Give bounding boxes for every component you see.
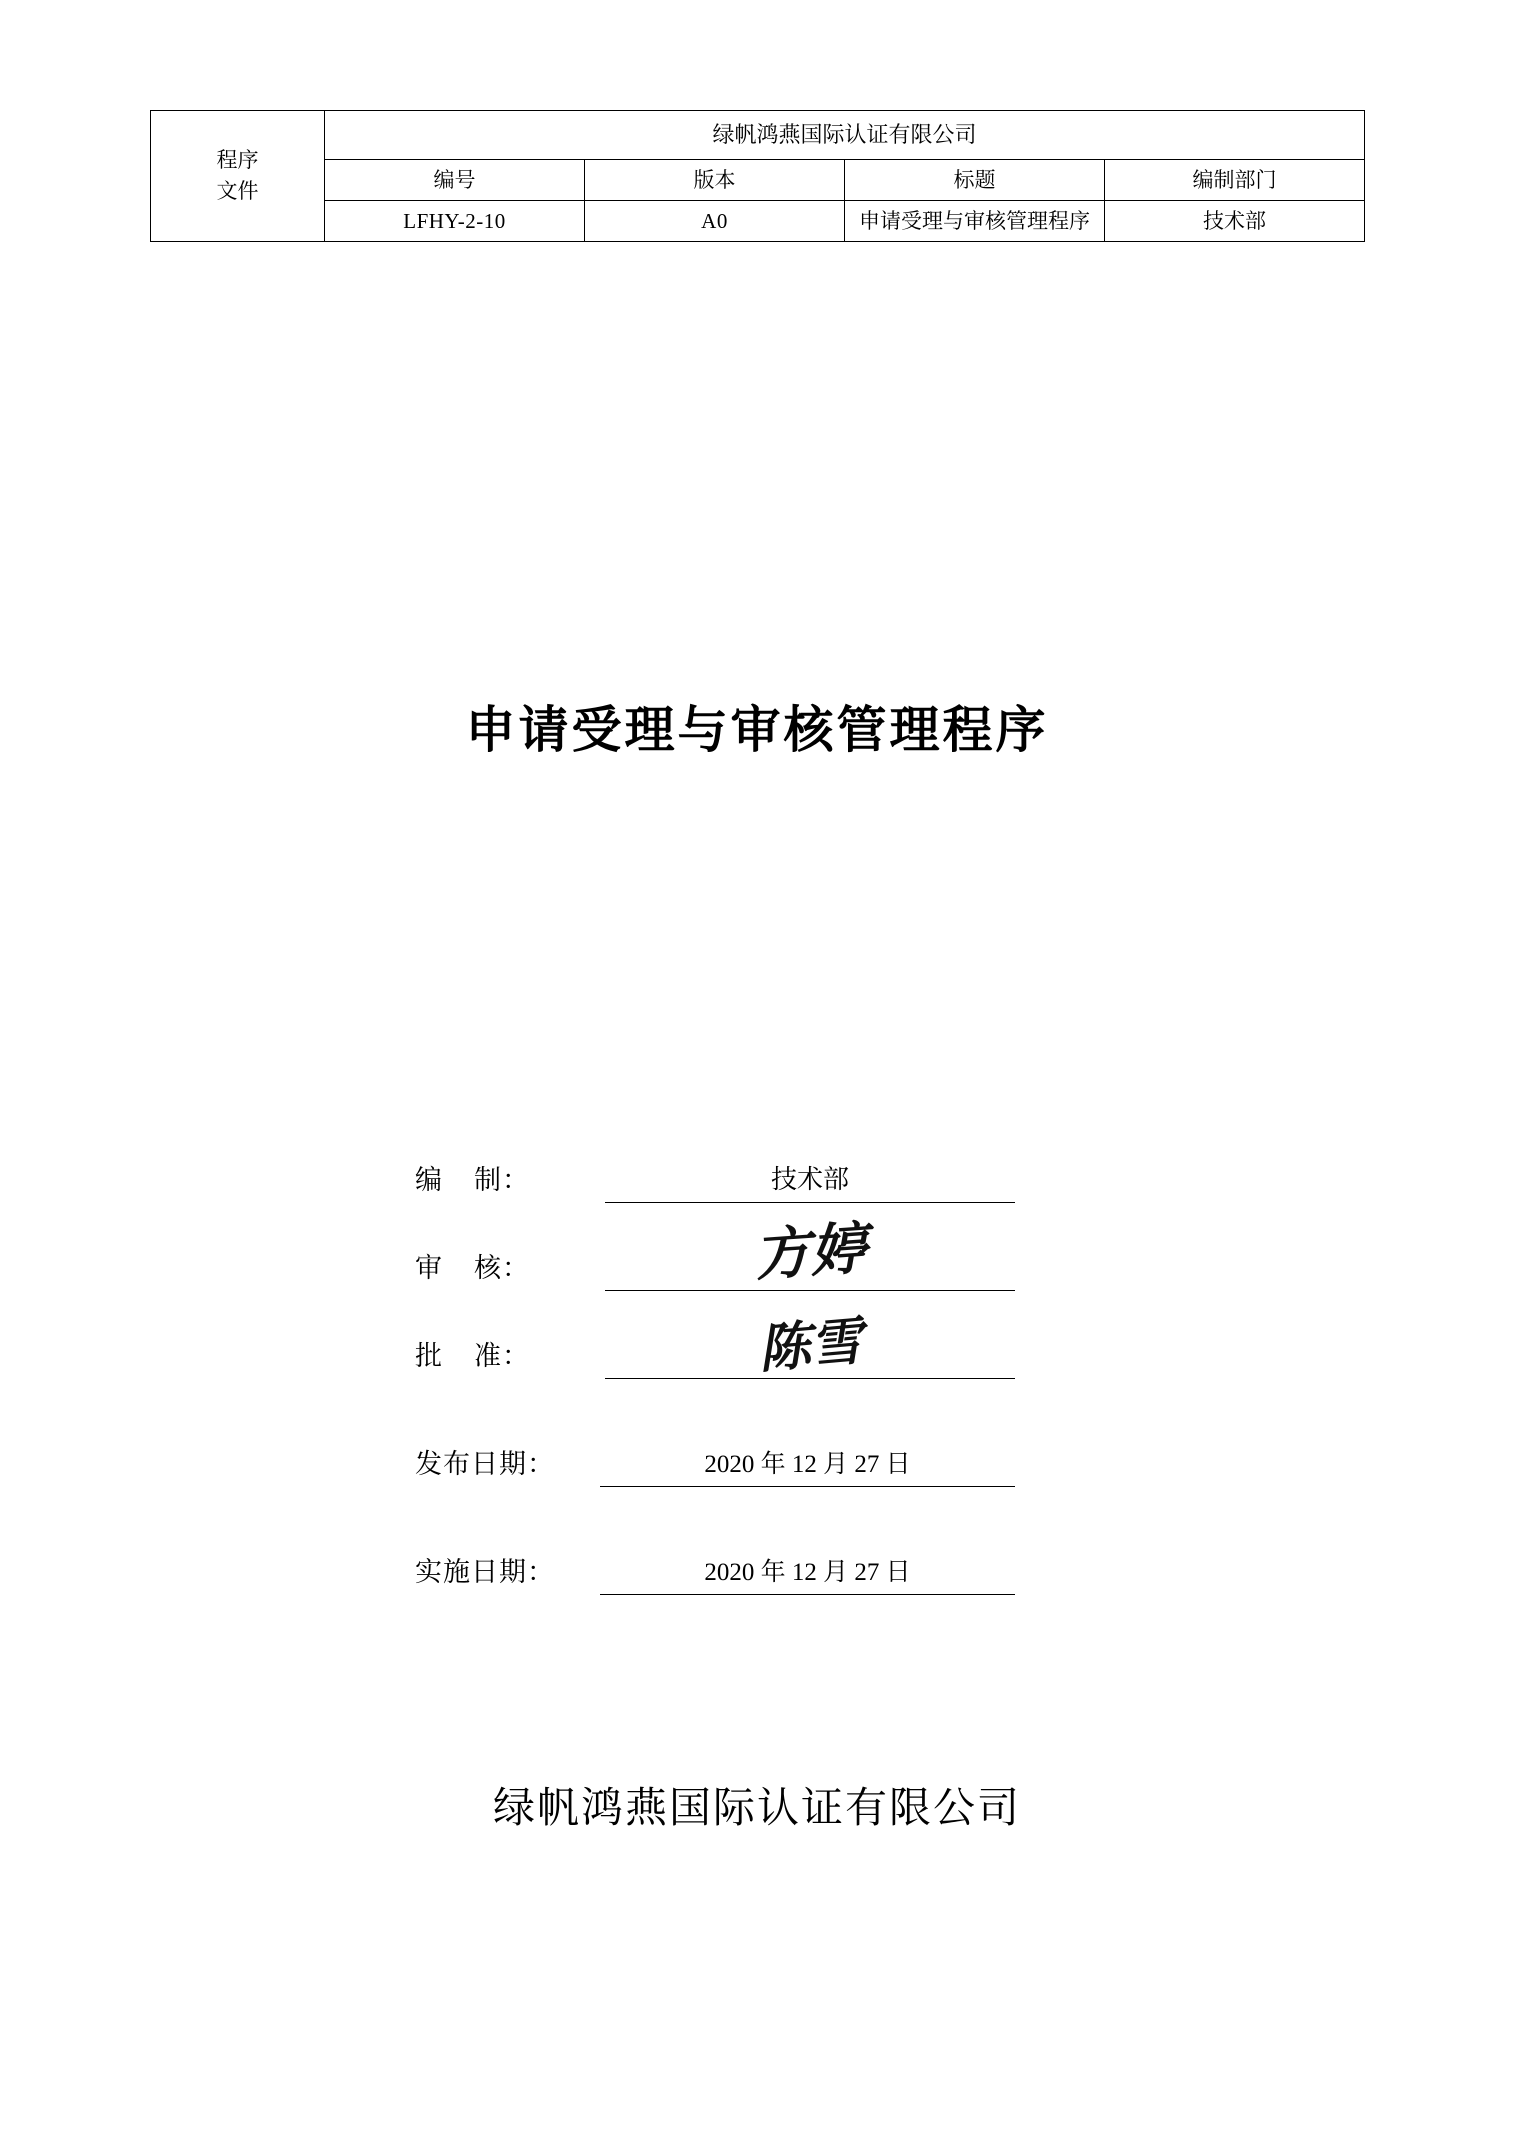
value-version: A0: [585, 201, 845, 242]
signature-block: [415, 1115, 1055, 1595]
signature-value-approved: [605, 1310, 1015, 1381]
table-row: [151, 159, 1365, 200]
value-department: 技术部: [1105, 201, 1365, 242]
column-header-number: 编号: [325, 159, 585, 200]
effective-date-label: 实施日期：: [415, 1557, 555, 1587]
signature-value-reviewed: [605, 1215, 1015, 1291]
footer-company-name: 绿帆鸿燕国际认证有限公司: [492, 1786, 1021, 1832]
value-document-title: 申请受理与审核管理程序: [845, 201, 1105, 242]
column-header-department: 编制部门: [1105, 159, 1365, 200]
table-row: [151, 201, 1365, 242]
doc-type-cell: [151, 111, 325, 242]
effective-date-value: 2020 年 12 月 27 日: [600, 1552, 1015, 1595]
doc-type-line-1: 程序: [216, 147, 259, 172]
signature-label-reviewed: 审 核：: [415, 1253, 530, 1283]
signature-label-approved: 批 准：: [415, 1341, 530, 1371]
signature-row-approved: [415, 1291, 1055, 1379]
handwritten-signature-approved: 陈雪: [755, 1310, 865, 1381]
signature-row-reviewed: [415, 1203, 1055, 1291]
issue-date-value: 2020 年 12 月 27 日: [600, 1444, 1015, 1487]
issue-date-label: 发布日期：: [415, 1449, 555, 1479]
value-document-number: LFHY-2-10: [325, 201, 585, 242]
signature-label-prepared: 编 制：: [415, 1165, 530, 1195]
doc-type-line-2: 文件: [216, 179, 259, 204]
signature-value-prepared: 技术部: [605, 1159, 1015, 1203]
handwritten-signature-reviewed: 方婷: [752, 1215, 869, 1289]
table-row: [151, 111, 1365, 160]
column-header-version: 版本: [585, 159, 845, 200]
signature-row-prepared: [415, 1115, 1055, 1203]
issue-date-row: [415, 1379, 1055, 1487]
effective-date-row: [415, 1487, 1055, 1595]
column-header-title: 标题: [845, 159, 1105, 200]
page-title: 申请受理与审核管理程序: [465, 702, 1049, 758]
header-company-name: 绿帆鸿燕国际认证有限公司: [325, 111, 1365, 160]
document-header-table: [150, 110, 1365, 242]
